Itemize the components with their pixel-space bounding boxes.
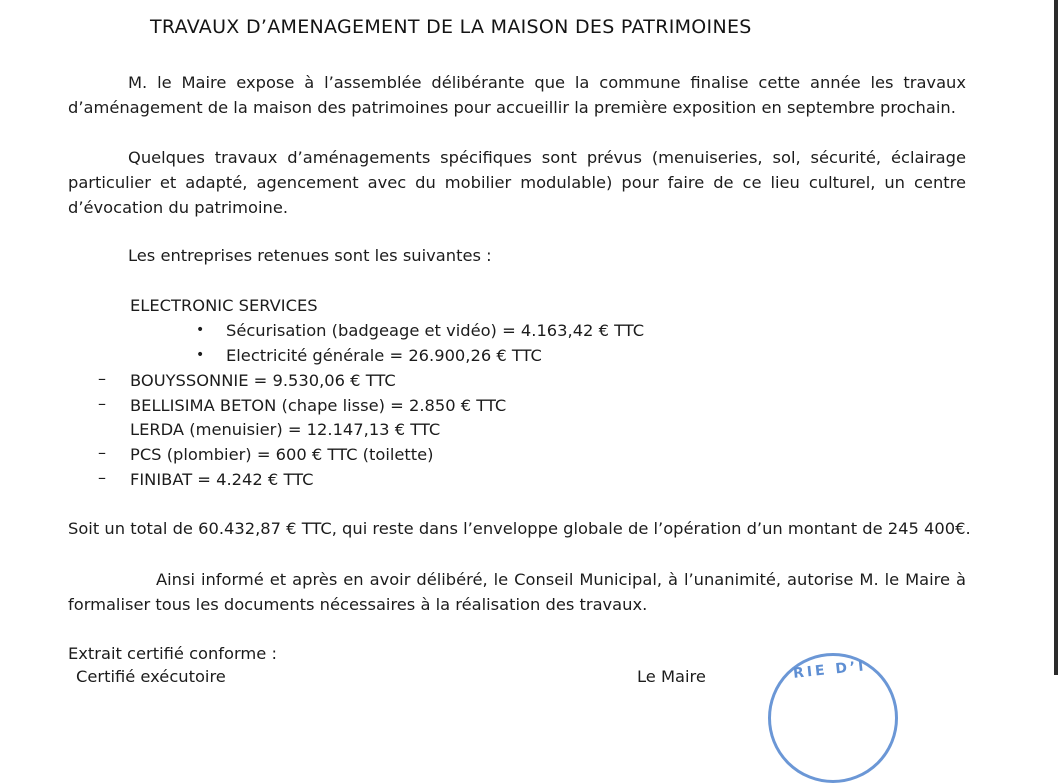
item-electricite: Electricité générale = 26.900,26 € TTC	[226, 346, 542, 365]
dash-icon: –	[98, 443, 106, 462]
item-securisation: Sécurisation (badgeage et vidéo) = 4.163,42 € TTC	[226, 321, 645, 340]
scan-edge	[1054, 0, 1058, 675]
company-bellisima: BELLISIMA BETON (chape lisse) = 2.850 € TTC	[130, 396, 507, 415]
paragraph-travaux	[68, 145, 966, 220]
paragraph-expose-text: M. le Maire expose à l’assemblée délibérante que la commune finalise cette année les travaux d’aménagement de la maison des patrimoines pour accueillir la première exposition en septembre prochain.	[68, 73, 966, 117]
company-electronic-services: ELECTRONIC SERVICES	[130, 296, 318, 315]
bullet-icon: •	[196, 347, 205, 363]
bullet-icon: •	[196, 322, 205, 338]
dash-icon: –	[98, 369, 106, 388]
paragraph-travaux-text: Quelques travaux d’aménagements spécifiques sont prévus (menuiseries, sol, sécurité, éclairage particulier et adapté, agencement avec du mobilier modulable) pour faire de ce lieu culturel, un centre d’évocation du patrimoine.	[68, 148, 966, 217]
company-pcs: PCS (plombier) = 600 € TTC (toilette)	[130, 445, 434, 464]
paragraph-expose	[68, 70, 966, 120]
dash-icon: –	[98, 394, 106, 413]
total-line: Soit un total de 60.432,87 € TTC, qui reste dans l’enveloppe globale de l’opération d’un montant de 245 400€.	[68, 519, 971, 538]
company-lerda: LERDA (menuisier) = 12.147,13 € TTC	[130, 420, 441, 439]
companies-intro: Les entreprises retenues sont les suivantes :	[128, 246, 492, 265]
extract-label: Extrait certifié conforme :	[68, 644, 277, 663]
paragraph-conclusion-text: Ainsi informé et après en avoir délibéré, le Conseil Municipal, à l’unanimité, autorise M. le Maire à formaliser tous les documents nécessaires à la réalisation des travaux.	[68, 570, 966, 614]
mayor-label: Le Maire	[637, 667, 706, 686]
official-stamp	[768, 653, 898, 783]
document-title: TRAVAUX D’AMENAGEMENT DE LA MAISON DES PATRIMOINES	[150, 16, 752, 38]
paragraph-conclusion	[68, 567, 966, 617]
company-finibat: FINIBAT = 4.242 € TTC	[130, 470, 314, 489]
stamp-text: RIE D’I	[792, 658, 868, 682]
certified-label: Certifié exécutoire	[76, 667, 226, 686]
company-bouyssonnie: BOUYSSONNIE = 9.530,06 € TTC	[130, 371, 396, 390]
dash-icon: –	[98, 468, 106, 487]
